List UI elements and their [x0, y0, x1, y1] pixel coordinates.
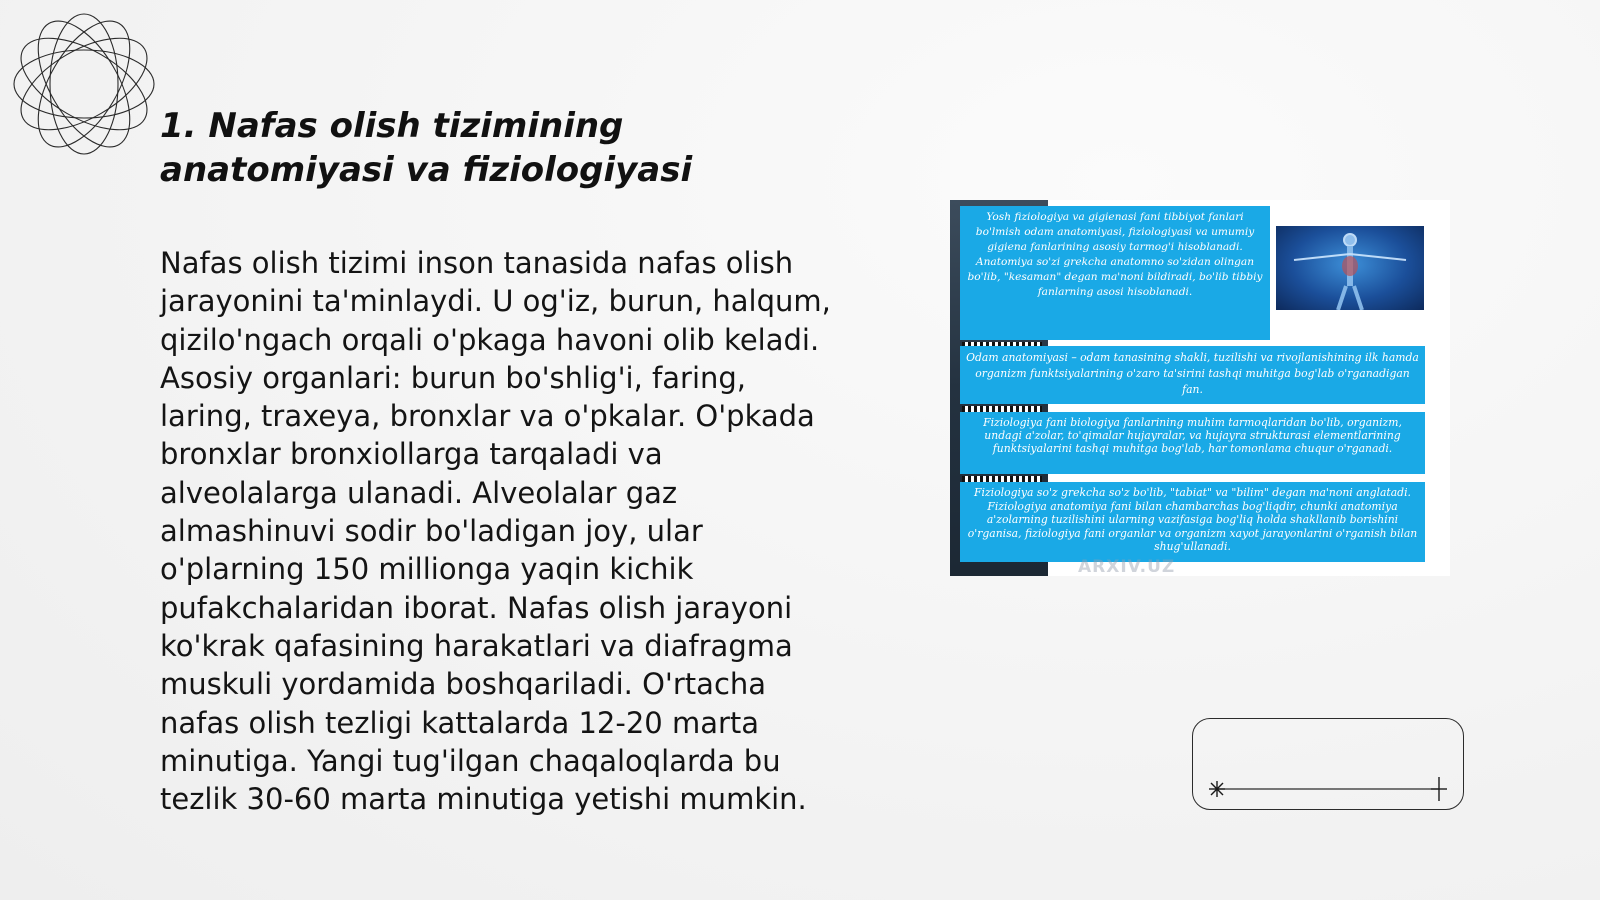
star-icon	[1431, 777, 1447, 801]
slide-title: 1. Nafas olish tizimining anatomiyasi va fiziologiyasi	[160, 106, 693, 190]
sparkle-icon	[1209, 781, 1225, 797]
panel-text-box: Fiziologiya so'z grekcha so'z bo'lib, "tabiat" va "bilim" degan ma'noni anglatadi. Fiziologiya anatomiya fani bilan chambarchas bog'liqdir, chunki anatomiya a'zolarning tuzilishini ularning vazifasiga bog'liq holda shakllanib borishini o'rganisa, fiziologiya fani organlar va organizm xayot jarayonlarini o'rganish bilan shug'ullanadi.	[960, 482, 1425, 562]
panel-text-box: Fiziologiya fani biologiya fanlarining muhim tarmoqlaridan bo'lib, organizm, undagi a'zolar, to'qimalar hujayralar, va hujayra strukturasi elementlarining funktsiyalarini tashqi muhitga bog'lab, har tomonlama chuqur o'rganadi.	[960, 412, 1425, 474]
decorative-frame	[1192, 718, 1464, 810]
anatomy-figure-image	[1276, 226, 1424, 310]
panel-text-box: Yosh fiziologiya va gigienasi fani tibbiyot fanlari bo'lmish odam anatomiyasi, fiziologiyasi va umumiy gigiena fanlarining asosiy tarmog'i hisoblanadi. Anatomiya so'zi grekcha anatomno so'zidan olingan bo'lib, "kesaman" degan ma'noni bildiradi, bo'lib tibbiy fanlarning asosi hisoblanadi.	[960, 206, 1270, 340]
panel-watermark: ARXIV.UZ	[1078, 557, 1176, 576]
slide-body-text: Nafas olish tizimi inson tanasida nafas olish jarayonini ta'minlaydi. U og'iz, burun, halqum, qizilo'ngach orqali o'pkaga havoni olib keladi. Asosiy organlari: burun bo'shlig'i, faring, laring, traxeya, bronxlar va o'pkalar. O'pkada bronxlar bronxiollarga tarqaladi va alveolalarga ulanadi. Alveolalar gaz almashinuvi sodir bo'ladigan joy, ular o'plarning 150 millionga yaqin kichik pufakchalaridan iborat. Nafas olish jarayoni ko'krak qafasining harakatlari va diafragma muskuli yordamida boshqariladi. O'rtacha nafas olish tezligi kattalarda 12-20 marta minutiga. Yangi tug'ilgan chaqaloqlarda bu tezlik 30-60 marta minutiga yetishi mumkin.	[160, 246, 831, 817]
info-panel-image	[950, 200, 1450, 576]
orbit-rings-icon	[8, 8, 160, 160]
panel-text-box: Odam anatomiyasi – odam tanasining shakli, tuzilishi va rivojlanishining ilk hamda organizm funktsiyalarining o'zaro ta'sirini tashqi muhitga bog'lab o'rganadigan fan.	[960, 346, 1425, 404]
